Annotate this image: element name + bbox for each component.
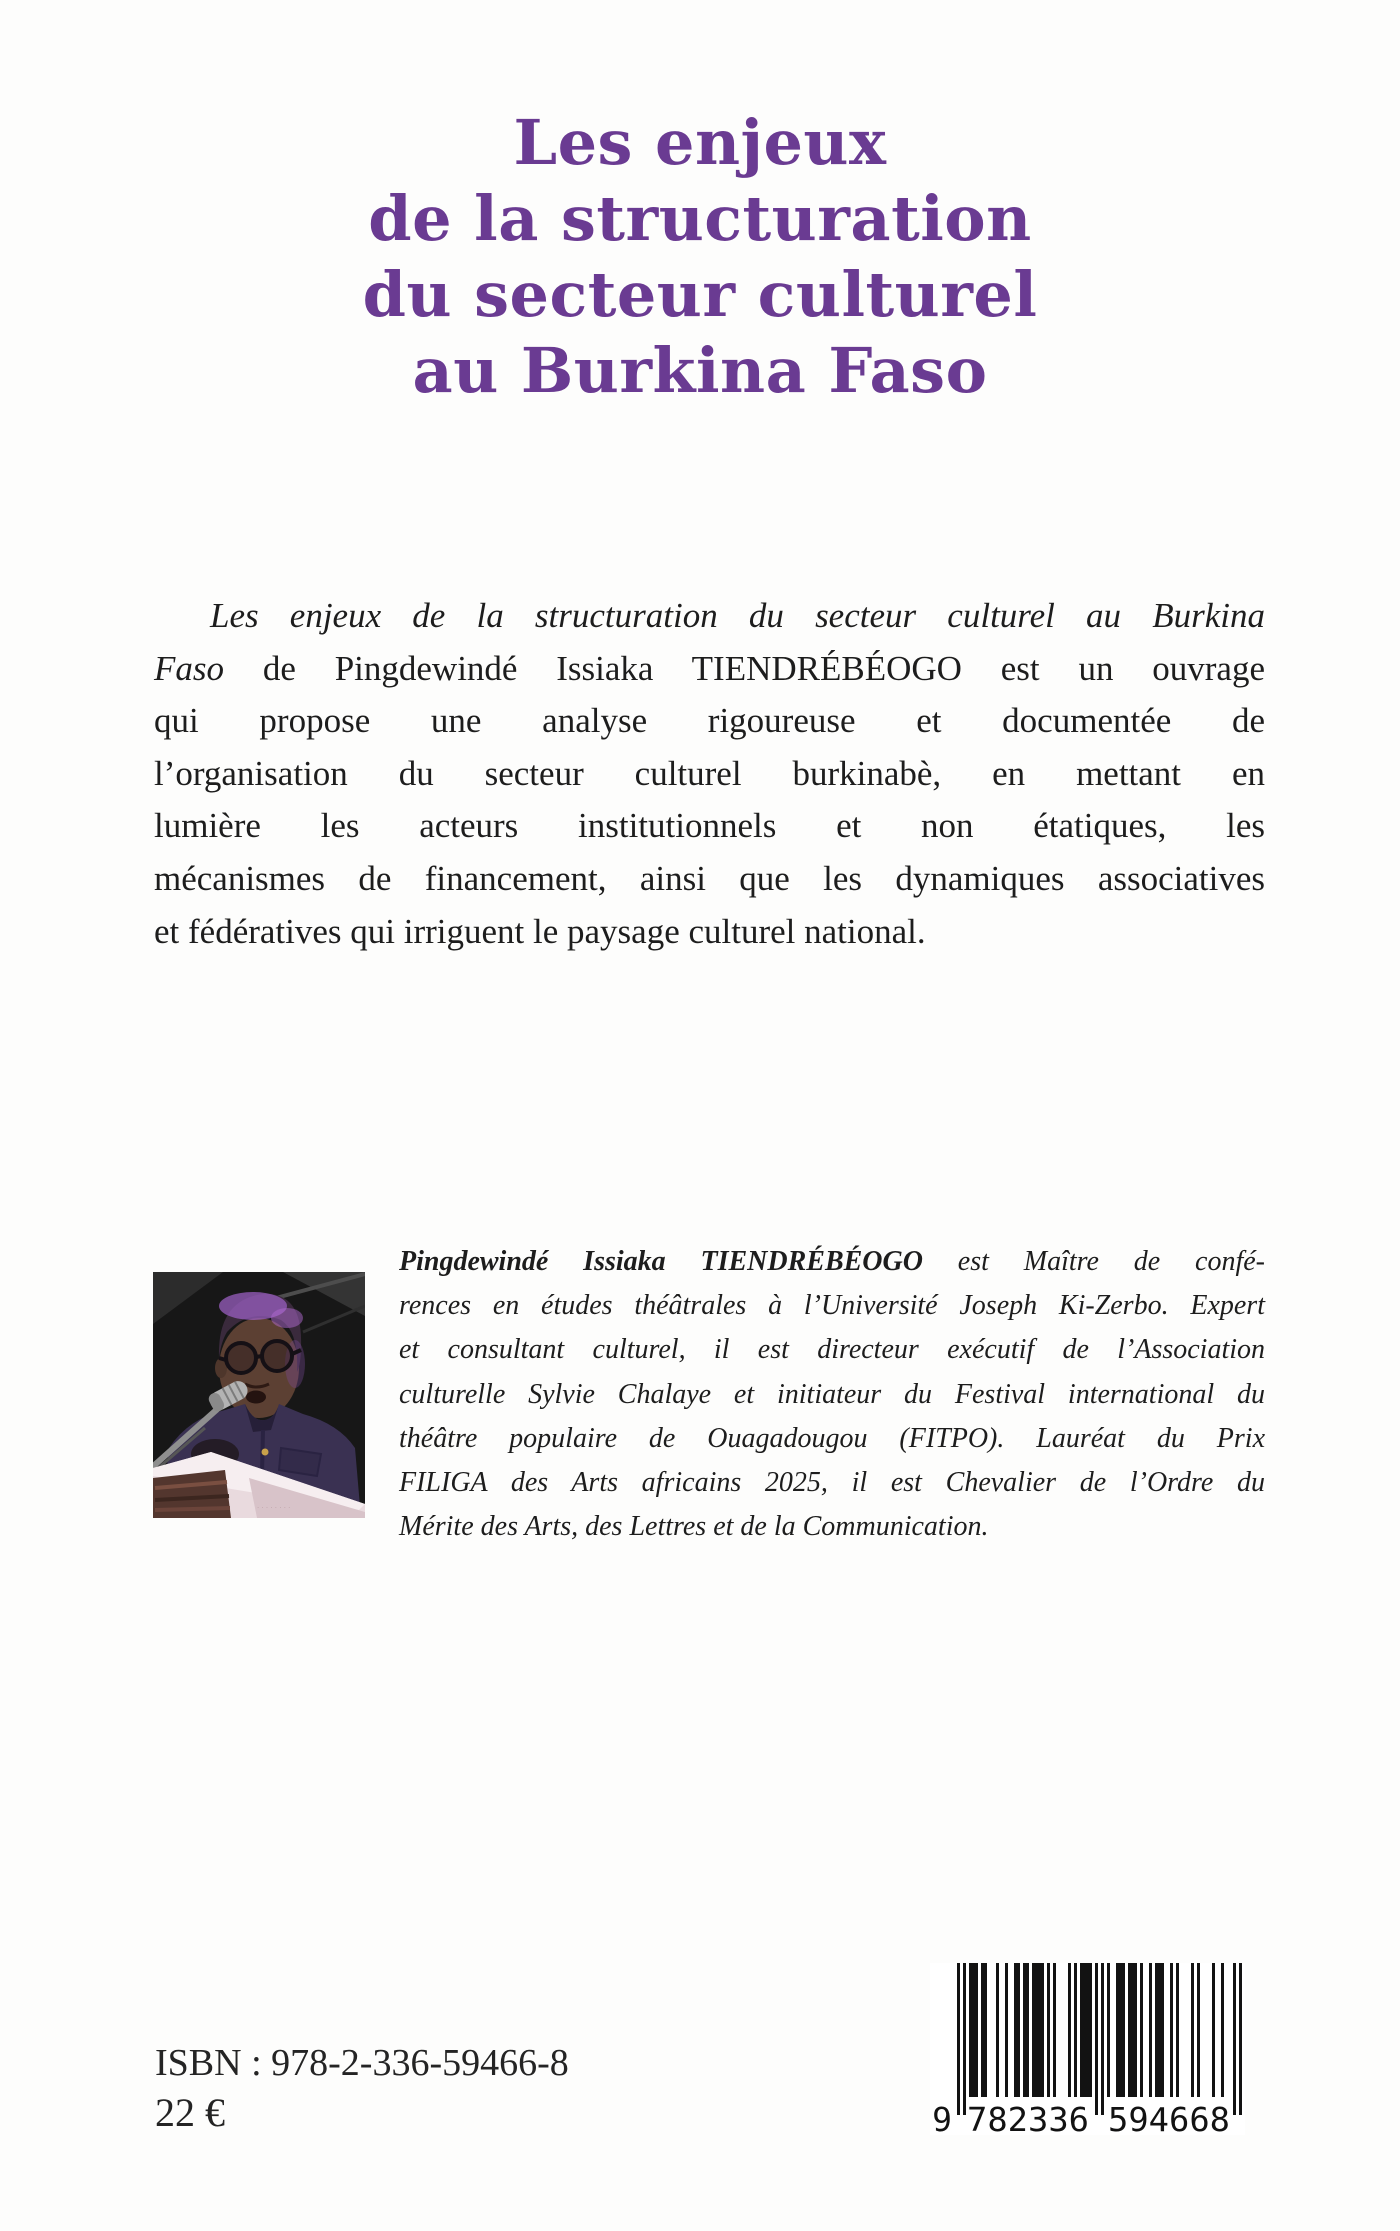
barcode-bar — [1107, 1963, 1110, 2097]
barcode-bar — [1041, 1963, 1044, 2097]
text-line: FILIGA des Arts africains 2025, il est Chevalier de l’Ordre du — [399, 1467, 1265, 1499]
barcode-bar — [1131, 1963, 1134, 2097]
barcode-bar — [1233, 1963, 1236, 2115]
barcode-bar — [1095, 1963, 1098, 2115]
barcode-bar — [1212, 1963, 1215, 2097]
text-line: au Burkina Faso — [412, 334, 988, 407]
barcode-bar — [975, 1963, 978, 2097]
description-paragraph — [154, 590, 1265, 958]
barcode-bar — [1080, 1963, 1083, 2097]
barcode-bar — [1158, 1963, 1161, 2097]
barcode-bar — [1086, 1963, 1089, 2097]
barcode-bar — [1074, 1963, 1077, 2097]
barcode-bar — [1155, 1963, 1158, 2097]
barcode-bar — [1035, 1963, 1038, 2097]
barcode-bar — [1005, 1963, 1008, 2097]
price-text: 22 € — [155, 2090, 225, 2135]
text-line: Pingdewindé Issiaka TIENDRÉBÉOGO est Maître de confé- — [399, 1246, 1265, 1277]
barcode-bar — [981, 1963, 984, 2097]
book-stack — [153, 1470, 231, 1518]
text-line: Les enjeux de la structuration du secteur culturel au Burkina — [210, 596, 1265, 635]
text-line: théâtre populaire de Ouagadougou (FITPO). Lauréat du Prix — [399, 1422, 1265, 1454]
barcode-bar — [1128, 1963, 1131, 2097]
barcode-bar — [996, 1963, 999, 2097]
barcode-bar — [1176, 1963, 1179, 2097]
barcode-bar — [1026, 1963, 1029, 2097]
text-line: Faso de Pingdewindé Issiaka TIENDRÉBÉOGO est un ouvrage — [154, 648, 1265, 688]
barcode-bar — [1083, 1963, 1086, 2097]
barcode-bar — [1161, 1963, 1164, 2097]
barcode-bar — [1119, 1963, 1122, 2097]
barcode-bar — [1191, 1963, 1194, 2097]
barcode-bar — [1116, 1963, 1119, 2097]
ean13-barcode — [930, 1963, 1245, 2135]
barcode-bar — [1221, 1963, 1224, 2097]
barcode-bar — [1149, 1963, 1152, 2097]
barcode-bar — [1170, 1963, 1173, 2097]
ean13-barcode-svg — [930, 1963, 1245, 2135]
text-line: l’organisation du secteur culturel burkinabè, en mettant en — [154, 753, 1265, 793]
barcode-bar — [1038, 1963, 1041, 2097]
barcode-bar — [1140, 1963, 1143, 2097]
bio-paragraph — [399, 1240, 1265, 1549]
barcode-digits: 9 — [932, 2100, 952, 2135]
barcode-digits: 782336 — [967, 2100, 1089, 2135]
text-line: du secteur culturel — [362, 258, 1038, 331]
text-line: mécanismes de financement, ainsi que les dynamiques associatives — [154, 858, 1265, 898]
barcode-bar — [957, 1963, 960, 2115]
barcode-bar — [1053, 1963, 1056, 2097]
barcode-bar — [1089, 1963, 1092, 2097]
barcode-bar — [963, 1963, 966, 2115]
text-line: qui propose une analyse rigoureuse et documentée de — [154, 701, 1265, 741]
barcode-bar — [1023, 1963, 1026, 2097]
barcode-bar — [1047, 1963, 1050, 2097]
page-title — [0, 105, 1400, 409]
barcode-bar — [1017, 1963, 1020, 2097]
barcode-bar — [1014, 1963, 1017, 2097]
text-line: et fédératives qui irriguent le paysage culturel national. — [154, 911, 926, 951]
barcode-bar — [984, 1963, 987, 2097]
barcode-bar — [972, 1963, 975, 2097]
text-line: Les enjeux — [513, 106, 887, 179]
barcode-digits: 594668 — [1108, 2100, 1230, 2135]
barcode-bar — [1122, 1963, 1125, 2097]
photo-watermark: · · · · · · · · — [257, 1504, 291, 1512]
barcode-bar — [1032, 1963, 1035, 2097]
text-line: et consultant culturel, il est directeur exécutif de l’Association — [399, 1334, 1265, 1366]
text-line: Mérite des Arts, des Lettres et de la Communication. — [399, 1511, 989, 1543]
barcode-bar — [1068, 1963, 1071, 2097]
barcode-bar — [1134, 1963, 1137, 2097]
barcode-bar — [969, 1963, 972, 2097]
text-line: lumière les acteurs institutionnels et non étatiques, les — [154, 806, 1265, 846]
author-photo-illustration — [153, 1272, 365, 1518]
text-line: rences en études théâtrales à l’Université Joseph Ki-Zerbo. Expert — [399, 1290, 1265, 1322]
barcode-bar — [1197, 1963, 1200, 2097]
text-line: de la structuration — [368, 182, 1032, 255]
text-line: culturelle Sylvie Chalaye et initiateur du Festival international du — [399, 1378, 1265, 1410]
barcode-bar — [1239, 1963, 1242, 2115]
author-photo — [153, 1272, 365, 1518]
isbn-text: ISBN : 978-2-336-59466-8 — [155, 2042, 569, 2084]
barcode-bar — [1101, 1963, 1104, 2115]
